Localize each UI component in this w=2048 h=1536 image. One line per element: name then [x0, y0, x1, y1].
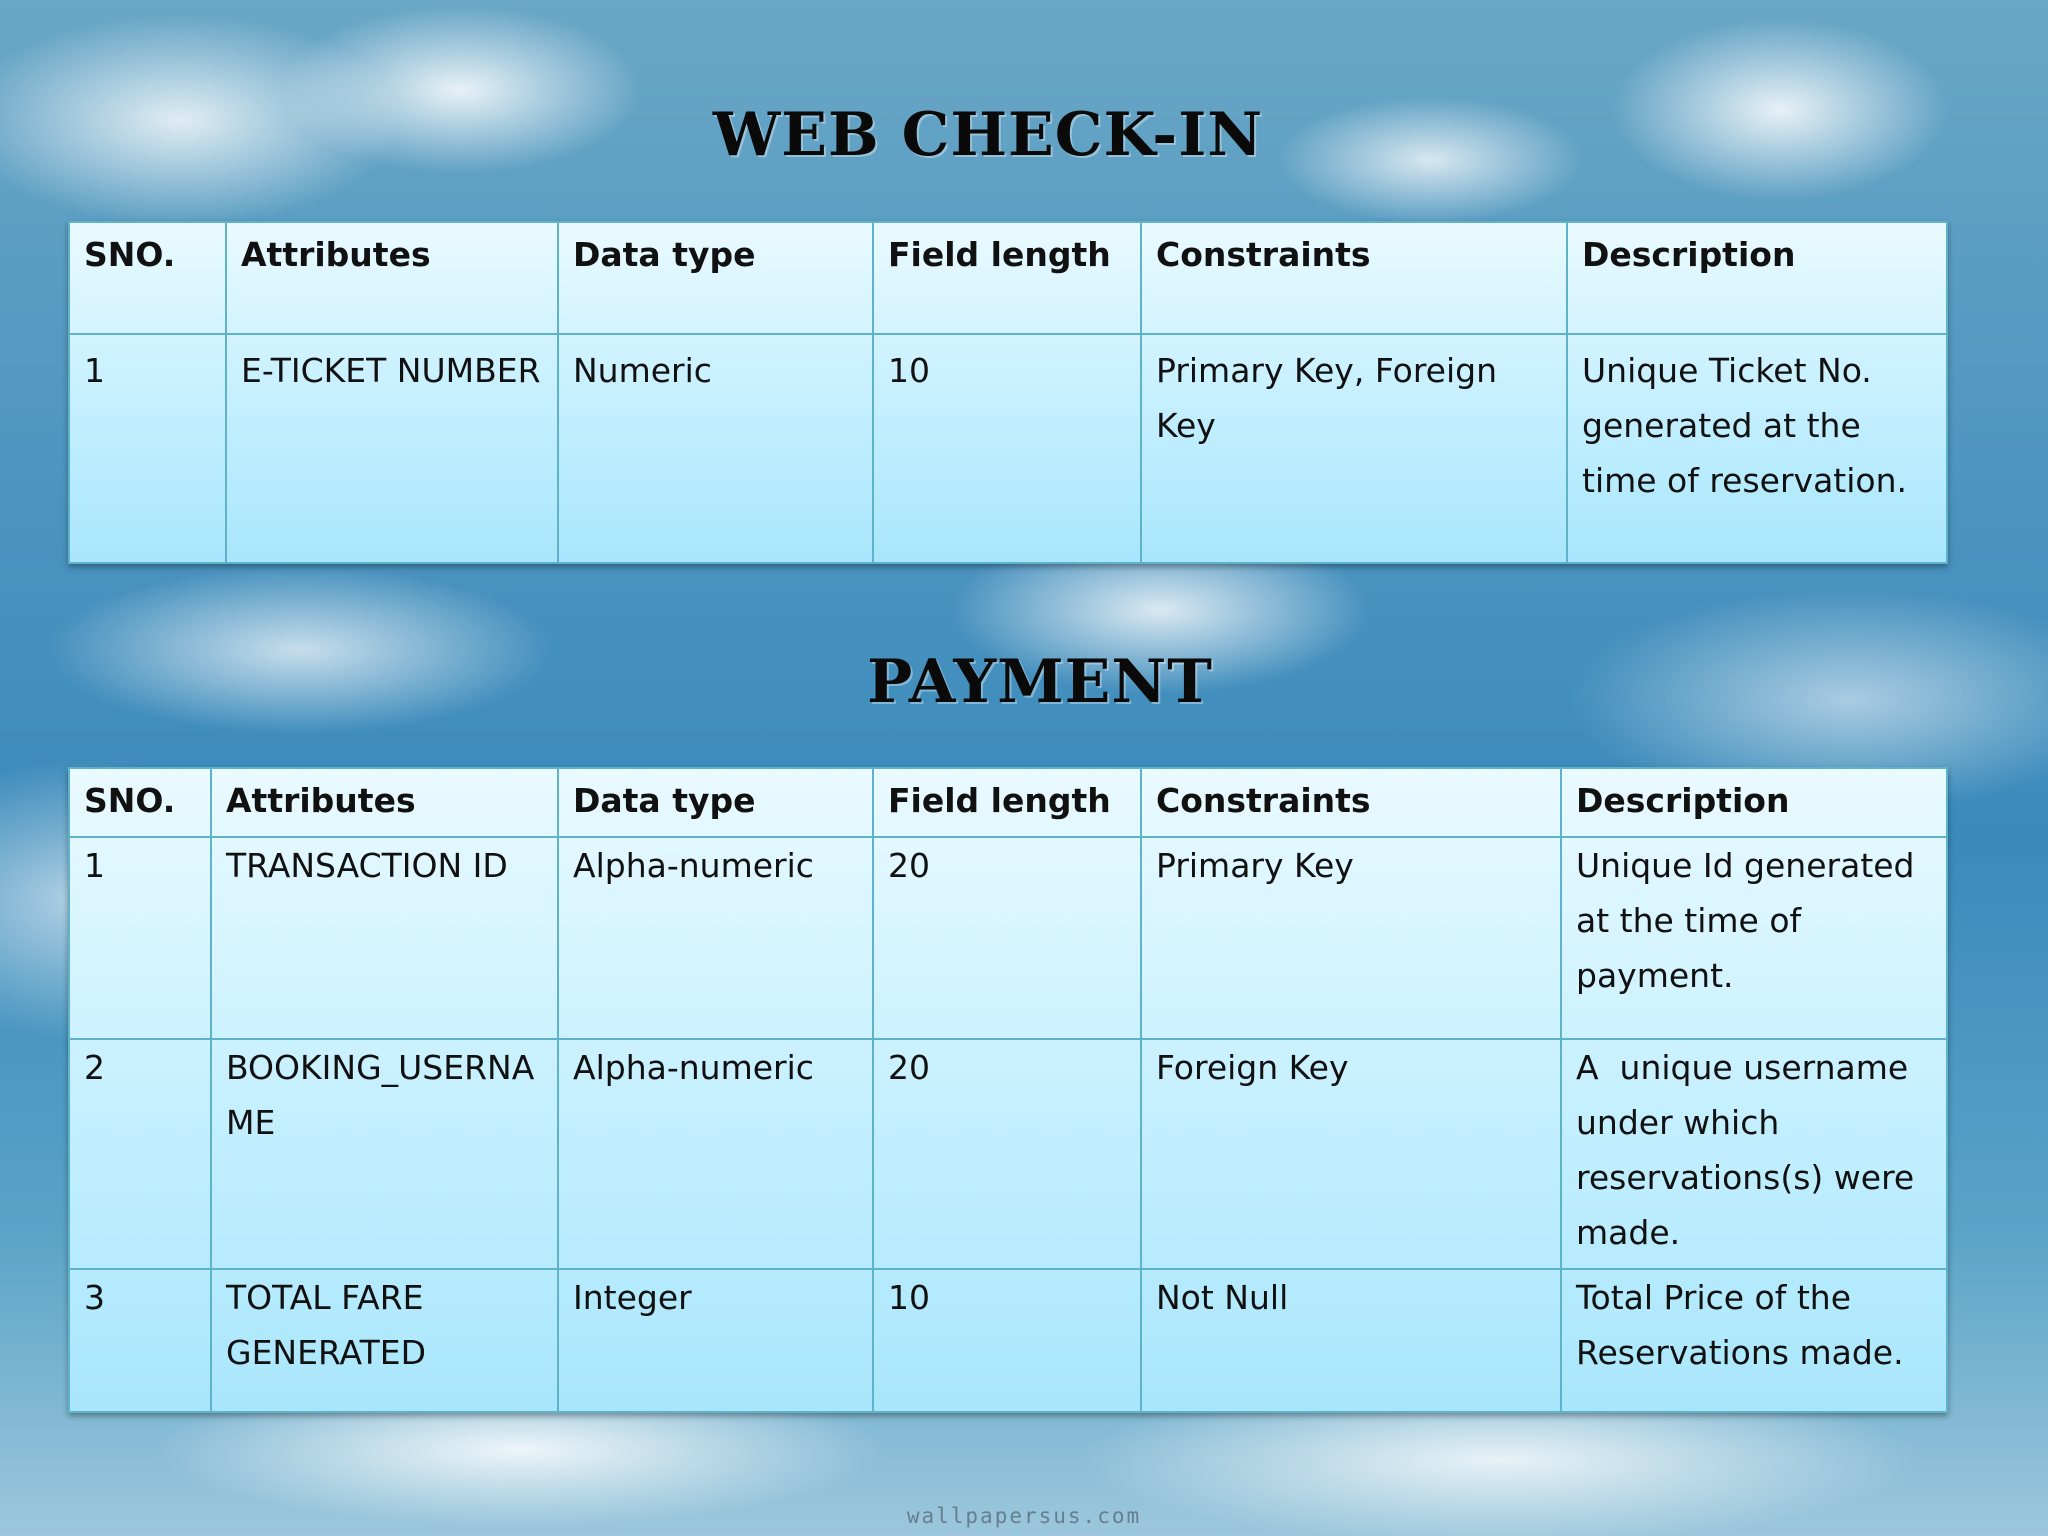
watermark: wallpapersus.com	[906, 1504, 1142, 1528]
table-header-row	[69, 768, 1947, 837]
header-data-type: Data type	[558, 222, 873, 334]
cell-attribute: TRANSACTION ID	[211, 837, 558, 1039]
table-row	[69, 1269, 1947, 1412]
cell-data-type: Numeric	[558, 334, 873, 563]
cell-description: A unique username under which reservations(s) were made.	[1561, 1039, 1947, 1269]
header-constraints: Constraints	[1141, 222, 1567, 334]
cell-attribute: BOOKING_USERNAME	[211, 1039, 558, 1269]
cell-data-type: Alpha-numeric	[558, 1039, 873, 1269]
cell-attribute: TOTAL FARE GENERATED	[211, 1269, 558, 1412]
header-attributes: Attributes	[226, 222, 558, 334]
cell-description: Total Price of the Reservations made.	[1561, 1269, 1947, 1412]
header-field-length: Field length	[873, 222, 1141, 334]
header-description: Description	[1561, 768, 1947, 837]
cell-attribute: E-TICKET NUMBER	[226, 334, 558, 563]
header-attributes: Attributes	[211, 768, 558, 837]
payment-table	[68, 767, 1948, 1413]
cell-data-type: Integer	[558, 1269, 873, 1412]
header-field-length: Field length	[873, 768, 1141, 837]
cell-sno: 1	[69, 334, 226, 563]
cell-field-length: 20	[873, 837, 1141, 1039]
cell-sno: 2	[69, 1039, 211, 1269]
cell-constraints: Primary Key	[1141, 837, 1561, 1039]
cell-constraints: Foreign Key	[1141, 1039, 1561, 1269]
web-checkin-title: WEB CHECK-IN	[712, 100, 1264, 170]
cell-constraints: Not Null	[1141, 1269, 1561, 1412]
cell-description: Unique Id generated at the time of payment.	[1561, 837, 1947, 1039]
header-sno: SNO.	[69, 222, 226, 334]
header-sno: SNO.	[69, 768, 211, 837]
table-row	[69, 334, 1947, 563]
table-row	[69, 837, 1947, 1039]
cell-sno: 1	[69, 837, 211, 1039]
cell-description: Unique Ticket No. generated at the time of reservation.	[1567, 334, 1947, 563]
payment-title: PAYMENT	[867, 647, 1213, 717]
cell-sno: 3	[69, 1269, 211, 1412]
cell-data-type: Alpha-numeric	[558, 837, 873, 1039]
web-checkin-table	[68, 221, 1948, 564]
cell-field-length: 20	[873, 1039, 1141, 1269]
header-description: Description	[1567, 222, 1947, 334]
table-header-row	[69, 222, 1947, 334]
cell-constraints: Primary Key, Foreign Key	[1141, 334, 1567, 563]
cell-field-length: 10	[873, 1269, 1141, 1412]
header-data-type: Data type	[558, 768, 873, 837]
table-row	[69, 1039, 1947, 1269]
header-constraints: Constraints	[1141, 768, 1561, 837]
cell-field-length: 10	[873, 334, 1141, 563]
